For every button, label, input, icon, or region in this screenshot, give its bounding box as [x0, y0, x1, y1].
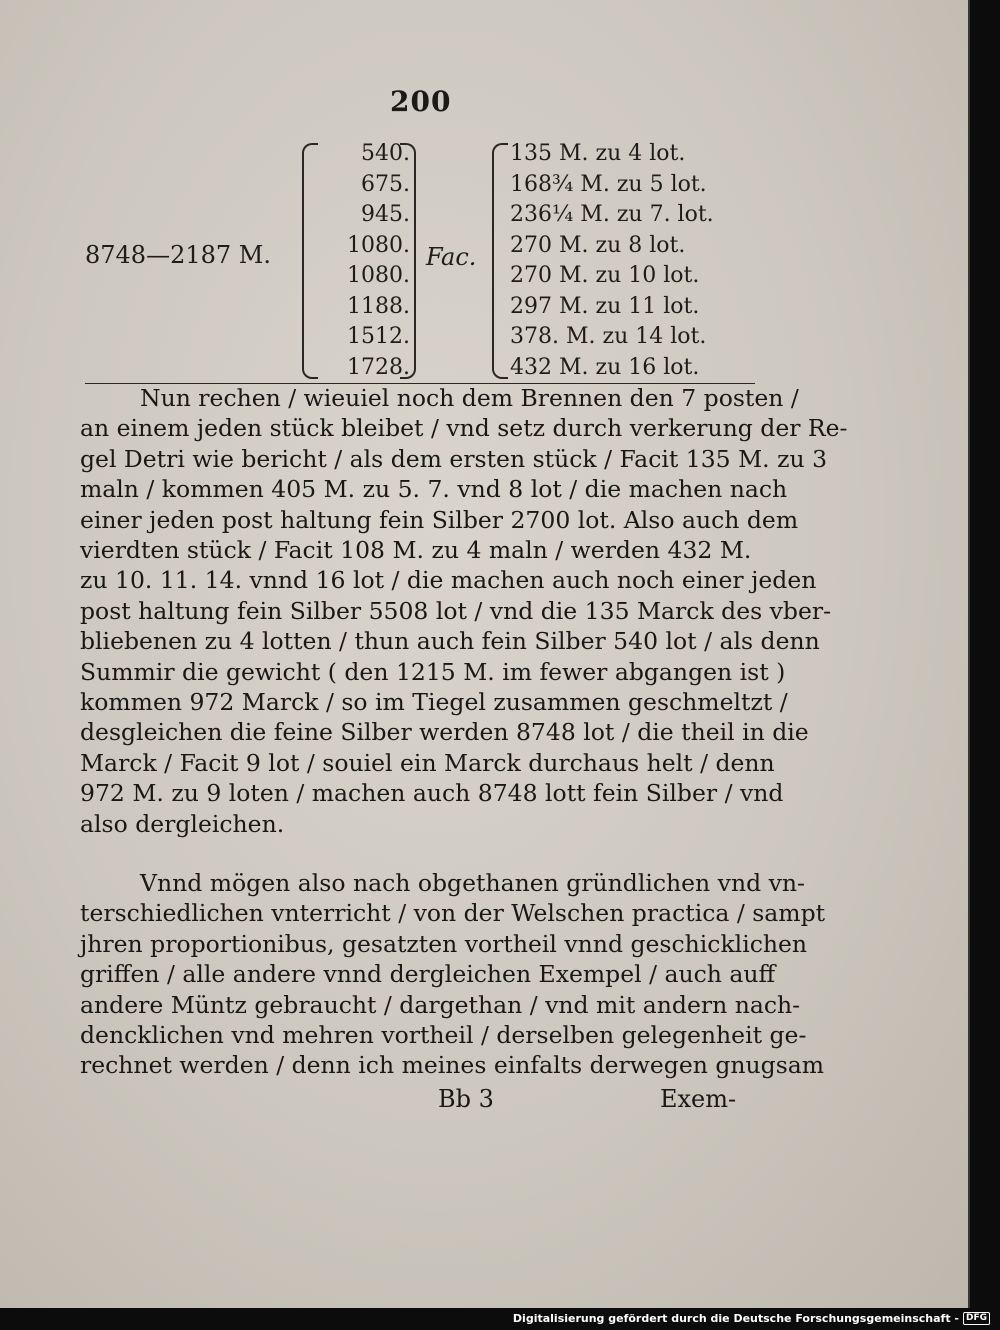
divisor-value: 1512. — [347, 324, 410, 349]
paragraph-1 — [80, 383, 848, 839]
results-brace — [492, 143, 508, 379]
text-line: jhren proportionibus, gesatzten vortheil vnnd geschicklichen — [80, 929, 808, 958]
result-value: 168¾ M. zu 5 lot. — [510, 171, 707, 197]
left-brace — [302, 143, 318, 379]
page-number: 200 — [390, 85, 452, 118]
text-line: rechnet werden / denn ich meines einfalts derwegen gnugsam — [80, 1051, 825, 1080]
paragraph-2 — [80, 868, 826, 1081]
text-line: vierdten stück / Facit 108 M. zu 4 maln / werden 432 M. — [80, 536, 752, 565]
text-line: Vnnd mögen also nach obgethanen gründlichen vnd vn- — [140, 869, 805, 897]
dfg-logo-icon: DFG — [963, 1312, 990, 1325]
text-line: einer jeden post haltung fein Silber 2700 lot. Also auch dem — [80, 505, 799, 534]
text-line: bliebenen zu 4 lotten / thun auch fein Silber 540 lot / als denn — [80, 627, 820, 656]
text-line: dencklichen vnd mehren vortheil / derselben gelegenheit ge- — [80, 1021, 807, 1050]
divisor-value: 540. — [361, 141, 410, 166]
text-line: desgleichen die feine Silber werden 8748 lot / die theil in die — [80, 718, 809, 747]
text-line: post haltung fein Silber 5508 lot / vnd die 135 Marck des vber- — [80, 596, 832, 625]
result-value: 297 M. zu 11 lot. — [510, 293, 700, 319]
text-line: andere Müntz gebraucht / dargethan / vnd mit andern nach- — [80, 990, 801, 1019]
divisor-value: 675. — [361, 171, 410, 197]
result-value: 270 M. zu 8 lot. — [510, 232, 686, 258]
digitization-footer — [513, 1312, 990, 1325]
text-line: Summir die gewicht ( den 1215 M. im fewer abgangen ist ) — [80, 657, 786, 686]
text-line: griffen / alle andere vnnd dergleichen Exempel / auch auff — [80, 960, 776, 989]
calculation-lhs: 8748—2187 M. — [85, 241, 271, 269]
divisor-value: 1728. — [347, 354, 410, 380]
text-line: Marck / Facit 9 lot / souiel ein Marck durchaus helt / denn — [80, 748, 775, 777]
text-line: an einem jeden stück bleibet / vnd setz durch verkerung der Re- — [80, 414, 848, 443]
calculation-table — [80, 135, 770, 385]
divisor-value: 1080. — [347, 232, 410, 258]
text-line: Nun rechen / wieuiel noch dem Brennen den 7 posten / — [140, 384, 799, 412]
text-line: zu 10. 11. 14. vnnd 16 lot / die machen auch noch einer jeden — [80, 566, 817, 595]
divisor-value: 1080. — [347, 263, 410, 288]
text-line: maln / kommen 405 M. zu 5. 7. vnd 8 lot / die machen nach — [80, 475, 788, 504]
signature-mark: Bb 3 — [438, 1085, 494, 1113]
result-value: 236¼ M. zu 7. lot. — [510, 202, 714, 227]
divisor-column — [320, 139, 410, 383]
divisor-value: 945. — [361, 202, 410, 227]
footer-text: Digitalisierung gefördert durch die Deutsche Forschungsgemeinschaft - — [512, 1312, 959, 1325]
catchword: Exem- — [660, 1085, 737, 1113]
result-value: 378. M. zu 14 lot. — [510, 324, 707, 349]
result-value: 432 M. zu 16 lot. — [510, 354, 700, 380]
text-line: gel Detri wie bericht / als dem ersten stück / Facit 135 M. zu 3 — [80, 444, 828, 473]
result-value: 135 M. zu 4 lot. — [510, 141, 686, 166]
divisor-value: 1188. — [347, 293, 410, 319]
text-line: kommen 972 Marck / so im Tiegel zusammen geschmeltzt / — [80, 688, 788, 717]
result-value: 270 M. zu 10 lot. — [510, 263, 700, 288]
text-line: terschiedlichen vnterricht / von der Welschen practica / sampt — [80, 899, 826, 928]
right-brace — [400, 143, 416, 379]
facit-label: Fac. — [426, 243, 477, 271]
text-line: also dergleichen. — [80, 809, 285, 838]
text-line: 972 M. zu 9 loten / machen auch 8748 lott fein Silber / vnd — [80, 779, 784, 808]
results-column — [510, 139, 714, 383]
